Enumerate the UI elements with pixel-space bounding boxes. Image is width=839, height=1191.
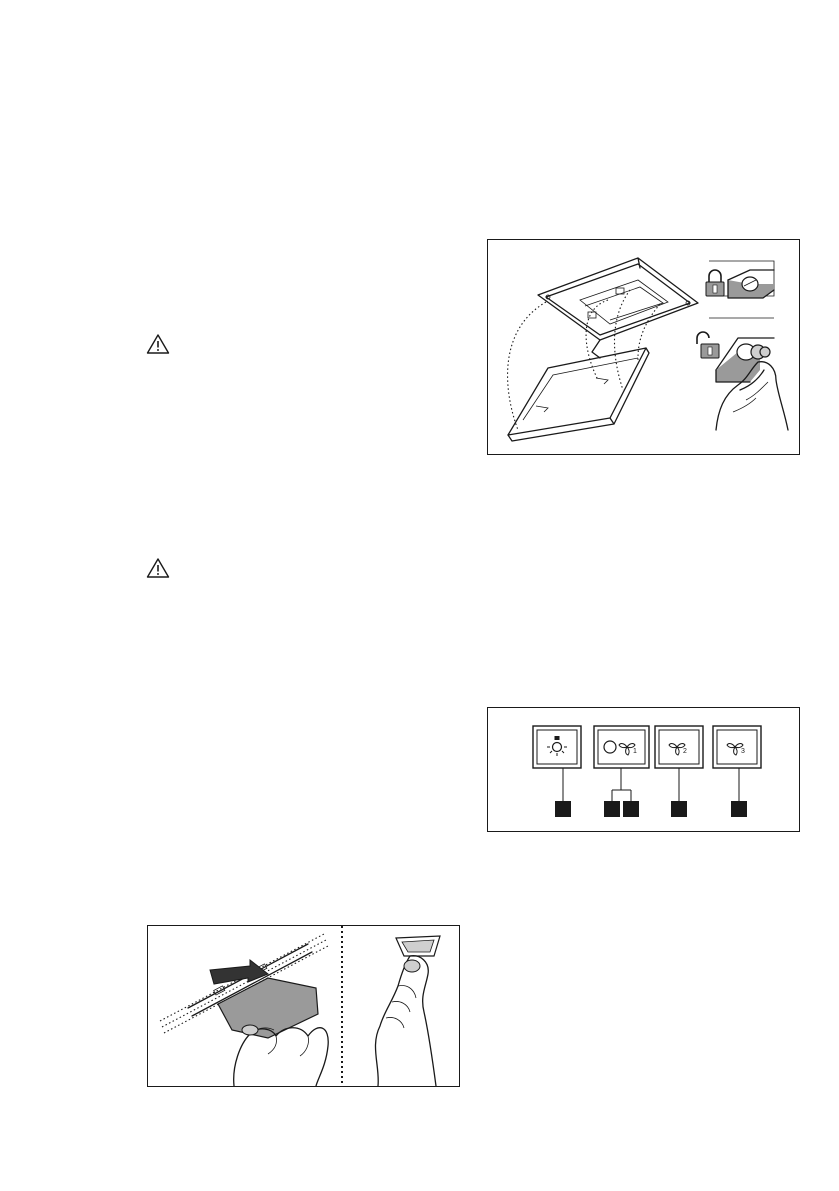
light-button xyxy=(533,726,581,768)
callout-marker xyxy=(671,801,687,817)
latch-closed-drawing xyxy=(728,270,774,298)
warning-triangle-icon xyxy=(146,557,170,579)
padlock-closed-icon xyxy=(706,270,724,296)
callout-marker xyxy=(555,801,571,817)
padlock-open-icon xyxy=(697,332,719,358)
filter-removal-illustration xyxy=(487,239,800,455)
filter-clip-illustration xyxy=(147,925,460,1087)
fan-speed-3-button xyxy=(713,726,761,768)
callout-marker xyxy=(604,801,620,817)
svg-text:1: 1 xyxy=(633,748,637,755)
svg-text:2: 2 xyxy=(683,748,687,755)
grease-filter-drawing xyxy=(508,348,649,441)
fan-speed-2-button xyxy=(655,726,703,768)
hand-drawing xyxy=(234,1025,329,1086)
control-panel-illustration xyxy=(487,707,800,832)
off-fan-speed-1-button xyxy=(594,726,649,768)
callout-marker xyxy=(731,801,747,817)
latch-open-drawing xyxy=(716,338,774,382)
hand-holding-clip-drawing xyxy=(375,956,436,1086)
clip-drawing xyxy=(396,936,440,956)
warning-triangle-icon xyxy=(146,333,170,355)
callout-marker xyxy=(623,801,639,817)
svg-text:3: 3 xyxy=(741,748,745,755)
hood-frame-drawing xyxy=(538,258,698,358)
